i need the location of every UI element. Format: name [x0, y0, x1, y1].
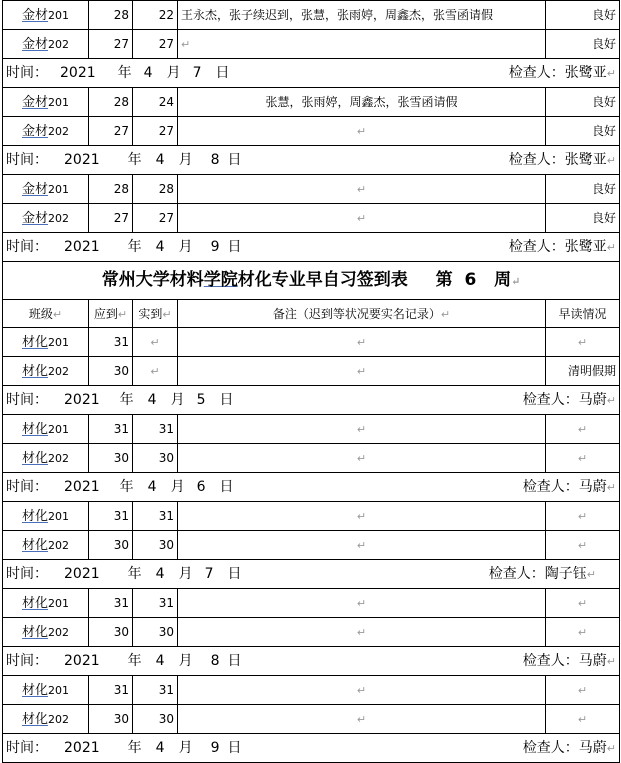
year-value: 2021	[64, 152, 100, 168]
day-value: 8	[210, 653, 220, 669]
table-row	[3, 589, 620, 618]
actual-cell: 31	[133, 415, 178, 444]
expected-cell: 30	[89, 618, 133, 647]
remark-cell: ↵	[178, 705, 546, 734]
status-cell: ↵	[546, 618, 620, 647]
actual-cell: 24	[133, 88, 178, 117]
day-value: 9	[210, 239, 220, 255]
header-expected: 应到↵	[89, 300, 133, 328]
remark-cell: 王永杰，张子续迟到，张慧，张雨婷，周鑫杰，张雪函请假	[178, 1, 546, 30]
header-actual: 实到↵	[133, 300, 178, 328]
time-label: 时间：	[6, 479, 48, 495]
time-label: 时间：	[6, 392, 48, 408]
year-value: 2021	[64, 392, 100, 408]
class-cell: 材化201	[3, 415, 89, 444]
status-cell: 良好	[546, 30, 620, 59]
date-row: 时间： 2021 年 4 月 9 日 检查人：张鹭亚↵	[3, 233, 620, 262]
table-row	[3, 502, 620, 531]
class-cell: 材化201	[3, 589, 89, 618]
table-row	[3, 175, 620, 204]
status-cell: ↵	[546, 676, 620, 705]
actual-cell: 22	[133, 1, 178, 30]
inspector-name: 马蔚	[578, 392, 607, 408]
paragraph-mark-icon: ↵	[606, 154, 616, 167]
table-header-row	[3, 300, 620, 328]
month-value: 4	[155, 653, 165, 669]
inspector-label: 检查人：	[508, 65, 565, 81]
expected-cell: 27	[89, 204, 133, 233]
expected-cell: 31	[89, 328, 133, 357]
expected-cell: 31	[89, 415, 133, 444]
year-value: 2021	[64, 740, 100, 756]
paragraph-mark-icon: ↵	[511, 275, 521, 288]
actual-cell: ↵	[133, 357, 178, 386]
table-row	[3, 1, 620, 30]
actual-cell: 30	[133, 618, 178, 647]
remark-cell	[178, 175, 546, 204]
expected-cell: 28	[89, 88, 133, 117]
expected-cell: 27	[89, 30, 133, 59]
remark-cell: ↵	[178, 531, 546, 560]
table-row	[3, 531, 620, 560]
paragraph-mark-icon: ↵	[586, 568, 596, 581]
actual-cell: 27	[133, 117, 178, 146]
status-cell: ↵	[546, 502, 620, 531]
time-label: 时间：	[6, 653, 48, 669]
remark-cell: ↵	[178, 502, 546, 531]
inspector-label: 检查人：	[522, 653, 579, 669]
month-value: 4	[147, 392, 157, 408]
actual-cell: 31	[133, 502, 178, 531]
expected-cell: 31	[89, 676, 133, 705]
paragraph-mark-icon: ↵	[181, 38, 191, 51]
time-label: 时间：	[6, 740, 48, 756]
inspector-label: 检查人：	[522, 392, 579, 408]
date-row: 时间： 2021 年 4 月 7 日 检查人：陶子钰↵	[3, 560, 620, 589]
table-row	[3, 618, 620, 647]
inspector-label: 检查人：	[508, 152, 565, 168]
inspector-name: 张鹭亚	[564, 152, 607, 168]
month-value: 4	[155, 239, 165, 255]
table-row	[3, 357, 620, 386]
status-cell: ↵	[546, 415, 620, 444]
header-class: 班级↵	[3, 300, 89, 328]
class-cell: 金材201	[3, 175, 89, 204]
actual-cell: 30	[133, 705, 178, 734]
status-cell: 良好	[546, 204, 620, 233]
header-status: 早读情况	[546, 300, 620, 328]
time-label: 时间：	[6, 566, 48, 582]
date-row: 时间： 2021 年 4 月 7 日 检查人：张鹭亚↵	[3, 59, 620, 88]
actual-cell: 31	[133, 589, 178, 618]
class-cell: 材化201	[3, 502, 89, 531]
class-cell: 金材201	[3, 88, 89, 117]
class-cell: 材化201	[3, 676, 89, 705]
day-value: 6	[196, 479, 206, 495]
expected-cell: 30	[89, 705, 133, 734]
paragraph-mark-icon: ↵	[606, 481, 616, 494]
table-row	[3, 444, 620, 473]
month-value: 4	[147, 479, 157, 495]
table-row	[3, 328, 620, 357]
class-cell: 金材202	[3, 30, 89, 59]
class-cell: 金材202	[3, 204, 89, 233]
remark-cell: ↵	[178, 415, 546, 444]
time-label: 时间：	[6, 239, 48, 255]
month-value: 4	[155, 566, 165, 582]
date-row: 时间： 2021 年 4 月 8 日 检查人：张鹭亚↵	[3, 146, 620, 175]
actual-cell: 27	[133, 30, 178, 59]
year-value: 2021	[60, 65, 96, 81]
class-cell: 材化201	[3, 328, 89, 357]
remark-cell: ↵	[178, 618, 546, 647]
paragraph-mark-icon: ↵	[606, 742, 616, 755]
status-cell: 良好	[546, 88, 620, 117]
status-cell: 清明假期	[546, 357, 620, 386]
table-row	[3, 705, 620, 734]
day-value: 8	[210, 152, 220, 168]
inspector-name: 陶子钰	[544, 566, 587, 582]
actual-cell: 31	[133, 676, 178, 705]
table-row	[3, 30, 620, 59]
class-cell: 金材202	[3, 117, 89, 146]
attendance-table	[2, 0, 620, 763]
remark-cell	[178, 30, 546, 59]
year-value: 2021	[64, 566, 100, 582]
expected-cell: 27	[89, 117, 133, 146]
inspector-name: 马蔚	[578, 740, 607, 756]
time-label: 时间：	[6, 152, 48, 168]
inspector-name: 张鹭亚	[564, 65, 607, 81]
expected-cell: 30	[89, 531, 133, 560]
remark-cell: 张慧，张雨婷，周鑫杰，张雪函请假	[178, 88, 546, 117]
actual-cell: 28	[133, 175, 178, 204]
time-label: 时间：	[6, 65, 48, 81]
day-value: 7	[204, 566, 214, 582]
day-value: 7	[192, 65, 202, 81]
day-value: 5	[196, 392, 206, 408]
inspector-label: 检查人：	[508, 239, 565, 255]
status-cell: 良好	[546, 1, 620, 30]
table-row	[3, 415, 620, 444]
date-row: 时间： 2021 年 4 月 8 日 检查人：马蔚↵	[3, 647, 620, 676]
remark-cell	[178, 204, 546, 233]
table-row	[3, 88, 620, 117]
table-row	[3, 204, 620, 233]
remark-cell: ↵	[178, 444, 546, 473]
expected-cell: 31	[89, 502, 133, 531]
class-cell: 材化202	[3, 357, 89, 386]
remark-cell: ↵	[178, 357, 546, 386]
paragraph-mark-icon: ↵	[356, 212, 367, 225]
class-cell: 材化202	[3, 705, 89, 734]
date-row: 时间： 2021 年 4 月 5 日 检查人：马蔚↵	[3, 386, 620, 415]
date-row: 时间： 2021 年 4 月 9 日 检查人：马蔚↵	[3, 734, 620, 763]
inspector-label: 检查人：	[522, 740, 579, 756]
month-value: 4	[143, 65, 153, 81]
year-value: 2021	[64, 653, 100, 669]
table-row	[3, 117, 620, 146]
sheet-title: 常州大学材料学院材化专业早自习签到表 第 6 周↵	[101, 270, 521, 290]
status-cell: 良好	[546, 175, 620, 204]
sheet-title-row	[3, 262, 620, 300]
status-cell: 良好	[546, 117, 620, 146]
remark-cell: ↵	[178, 589, 546, 618]
paragraph-mark-icon: ↵	[356, 183, 367, 196]
paragraph-mark-icon: ↵	[606, 241, 616, 254]
status-cell: ↵	[546, 444, 620, 473]
actual-cell: 27	[133, 204, 178, 233]
expected-cell: 28	[89, 175, 133, 204]
remark-cell	[178, 117, 546, 146]
inspector-name: 张鹭亚	[564, 239, 607, 255]
class-cell: 材化202	[3, 618, 89, 647]
inspector-name: 马蔚	[578, 479, 607, 495]
inspector-label: 检查人：	[522, 479, 579, 495]
day-value: 9	[210, 740, 220, 756]
class-cell: 金材201	[3, 1, 89, 30]
actual-cell: ↵	[133, 328, 178, 357]
class-cell: 材化202	[3, 531, 89, 560]
class-cell: 材化202	[3, 444, 89, 473]
status-cell: ↵	[546, 589, 620, 618]
inspector-label: 检查人：	[488, 566, 545, 582]
expected-cell: 31	[89, 589, 133, 618]
week-label: 第 6 周	[435, 270, 512, 290]
date-row: 时间： 2021 年 4 月 6 日 检查人：马蔚↵	[3, 473, 620, 502]
status-cell: ↵	[546, 531, 620, 560]
expected-cell: 30	[89, 444, 133, 473]
year-value: 2021	[64, 479, 100, 495]
header-remark: 备注（迟到等状况要实名记录）↵	[178, 300, 546, 328]
inspector-name: 马蔚	[578, 653, 607, 669]
status-cell: ↵	[546, 705, 620, 734]
actual-cell: 30	[133, 531, 178, 560]
expected-cell: 30	[89, 357, 133, 386]
paragraph-mark-icon: ↵	[356, 125, 367, 138]
paragraph-mark-icon: ↵	[606, 655, 616, 668]
month-value: 4	[155, 152, 165, 168]
year-value: 2021	[64, 239, 100, 255]
table-row	[3, 676, 620, 705]
remark-cell: ↵	[178, 676, 546, 705]
month-value: 4	[155, 740, 165, 756]
paragraph-mark-icon: ↵	[606, 394, 616, 407]
remark-cell: ↵	[178, 328, 546, 357]
paragraph-mark-icon: ↵	[606, 67, 616, 80]
status-cell: ↵	[546, 328, 620, 357]
expected-cell: 28	[89, 1, 133, 30]
actual-cell: 30	[133, 444, 178, 473]
